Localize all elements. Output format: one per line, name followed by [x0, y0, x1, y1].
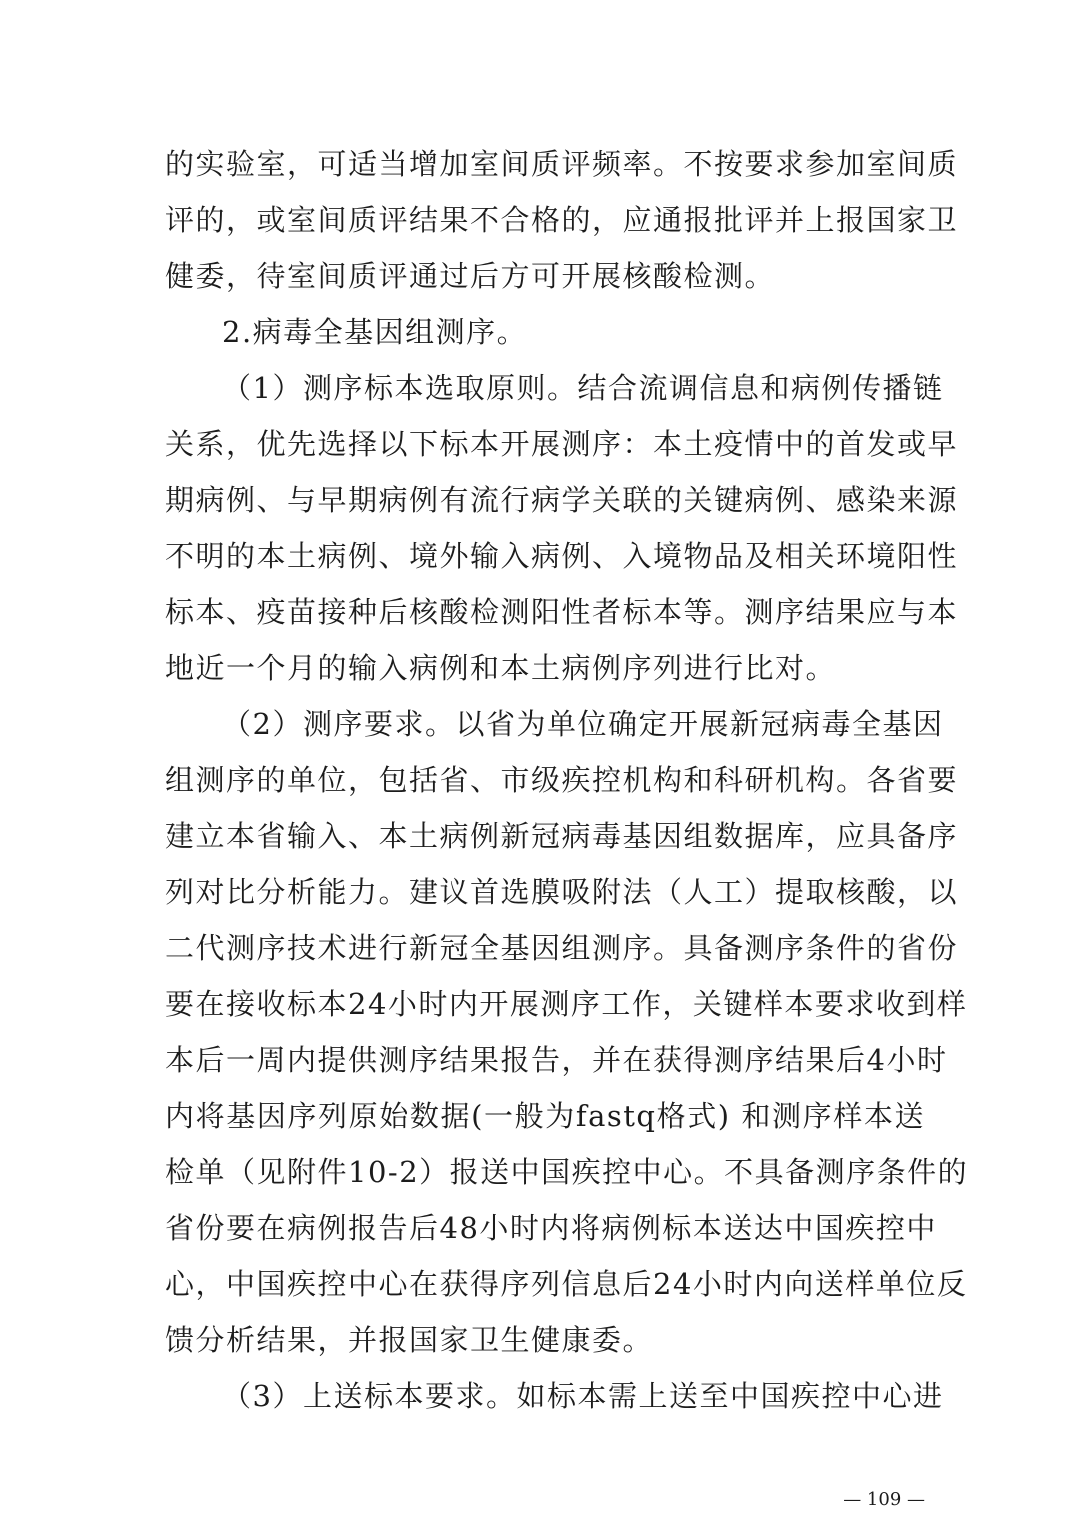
text-line: 评的，或室间质评结果不合格的，应通报批评并上报国家卫	[165, 203, 959, 237]
text-line: 省份要在病例报告后48小时内将病例标本送达中国疾控中	[165, 1211, 937, 1245]
text-line: 馈分析结果，并报国家卫生健康委。	[165, 1323, 654, 1357]
section-heading: 2.病毒全基因组测序。	[222, 315, 528, 349]
text-line: 要在接收标本24小时内开展测序工作，关键样本要求收到样	[165, 987, 968, 1021]
text-line: 地近一个月的输入病例和本土病例序列进行比对。	[165, 651, 837, 685]
page-number: — 109 —	[843, 1489, 925, 1510]
text-line: 建立本省输入、本土病例新冠病毒基因组数据库，应具备序	[165, 819, 959, 853]
text-line: 期病例、与早期病例有流行病学关联的关键病例、感染来源	[165, 483, 959, 517]
text-line: 组测序的单位，包括省、市级疾控机构和科研机构。各省要	[165, 763, 959, 797]
text-line: 内将基因序列原始数据(一般为fastq格式) 和测序样本送	[165, 1099, 925, 1133]
text-line: 的实验室，可适当增加室间质评频率。不按要求参加室间质	[165, 147, 959, 181]
text-line: （3）上送标本要求。如标本需上送至中国疾控中心进	[222, 1379, 944, 1413]
text-line: 标本、疫苗接种后核酸检测阳性者标本等。测序结果应与本	[165, 595, 959, 629]
text-line: 本后一周内提供测序结果报告，并在获得测序结果后4小时	[165, 1043, 948, 1077]
text-line: 检单（见附件10-2）报送中国疾控中心。不具备测序条件的	[165, 1155, 969, 1189]
text-line: 关系，优先选择以下标本开展测序：本土疫情中的首发或早	[165, 427, 959, 461]
text-line: 健委，待室间质评通过后方可开展核酸检测。	[165, 259, 776, 293]
text-line: 列对比分析能力。建议首选膜吸附法（人工）提取核酸，以	[165, 875, 959, 909]
text-line: 二代测序技术进行新冠全基因组测序。具备测序条件的省份	[165, 931, 959, 965]
text-line: 不明的本土病例、境外输入病例、入境物品及相关环境阳性	[165, 539, 959, 573]
text-line: （2）测序要求。以省为单位确定开展新冠病毒全基因	[222, 707, 944, 741]
text-line: 心，中国疾控中心在获得序列信息后24小时内向送样单位反	[165, 1267, 968, 1301]
text-line: （1）测序标本选取原则。结合流调信息和病例传播链	[222, 371, 944, 405]
